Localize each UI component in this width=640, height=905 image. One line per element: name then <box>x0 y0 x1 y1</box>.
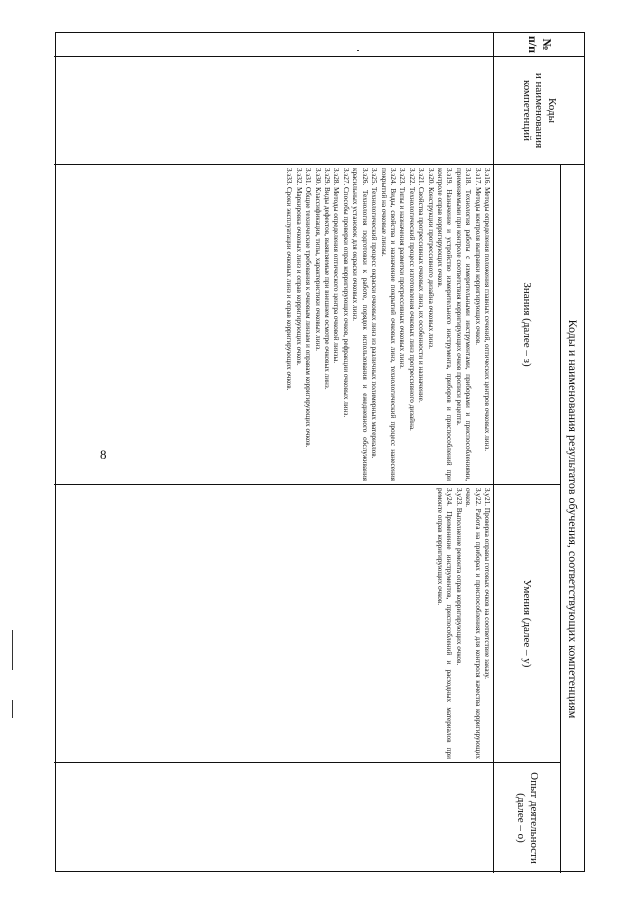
knowledge-item: 3.з28. Методы определения оптического центра очковой линзы. <box>332 168 341 364</box>
knowledge-item: 3.з25. Технологический процесс окраски очковых линз из различных полимерных материалов. <box>370 168 379 459</box>
knowledge-item: 3.з19. Назначение и устройство измерительного инструмента, приборов и приспособлений при контроле оправ корригирующих очков. <box>435 168 454 481</box>
knowledge-item: 3.з33. Сроки эксплуатации очковых линз и оправ корригирующих очков. <box>285 168 294 391</box>
knowledge-item: 3.з26. Технология подготовки к работе, порядок использования и ежедневного обслуживания красильных установок для окраски очковых линз. <box>351 168 369 481</box>
knowledge-item: 3.з32. Маркировка очковых линз и оправ корригирующих очков. <box>294 168 303 366</box>
header-num: № п/п <box>493 33 584 57</box>
header-codes: Коды и наименования компетенций <box>493 57 584 165</box>
page-number: 8 <box>100 447 107 462</box>
knowledge-item: 3.з22. Технологический процесс изготовления очковых линз прогрессивного дизайна. <box>407 168 416 431</box>
scan-mark <box>12 700 13 718</box>
knowledge-item: 3.з24. Виды, свойства и назначение покрытий очковых линз, технологический процесс нанесения покрытий на очковые линзы. <box>379 168 397 481</box>
header-group-title: Коды и наименования результатов обучения, соответствующих компетенциям <box>560 165 584 873</box>
skill-item: 3.у23. Выполнение ремонта оправ корригирующих очков. <box>454 488 463 666</box>
header-knowledge: Знания (далее – з) <box>493 165 560 485</box>
knowledge-item: 3.з27. Способы проверки оправ корригирующих очков, рефракции очковых линз. <box>341 168 350 418</box>
header-experience: Опыт деятельности (далее – о) <box>493 763 560 873</box>
competency-table <box>55 32 585 872</box>
skill-item: 3.у21. Проверка оправы готовых очков на соответствие заказу. <box>483 488 491 679</box>
knowledge-cell <box>54 165 493 485</box>
knowledge-item: 3.з21. Свойства прогрессивных очковых линз, их особенности и назначение. <box>417 168 426 403</box>
row-num-cell <box>54 33 493 57</box>
knowledge-item: 3.з16. Методы определения положения главных сечений, оптических центров очковых линз. <box>483 168 491 452</box>
knowledge-item: 3.з23. Типы и назначения разметки прогрессивных очковых линз. <box>398 168 407 369</box>
rotated-table <box>55 32 585 872</box>
skill-item: 3.у24. Применение инструментов, приспособлений и расходных материалов при ремонте оправ корригирующих очков. <box>435 488 454 759</box>
knowledge-item: 3.з17. Методы контроля выправки корригирующих очков. <box>473 168 482 345</box>
knowledge-item: 3.з20. Конструкции прогрессивного дизайна очковых линз. <box>426 168 435 349</box>
row-codes-cell <box>54 57 493 165</box>
knowledge-item: 3.з30. Классификация, типы, характеристики очковых линз. <box>313 168 322 351</box>
scan-mark <box>357 50 359 51</box>
knowledge-item: 3.з29. Виды дефектов, выявляемые при внешнем осмотре очковых линз. <box>323 168 332 390</box>
knowledge-item: 3.з18. Технология работы с измерительными инструментами, приборами и приспособлениями, применяемыми при контроле соответствия корригирующих очков прописи рецепта. <box>454 168 473 481</box>
scan-mark <box>12 630 13 670</box>
skills-cell <box>54 485 493 763</box>
header-skills: Умения (далее – у) <box>493 485 560 763</box>
experience-cell <box>54 763 493 873</box>
skill-item: 3.у22. Работа на приборах и приспособлениях для контроля качества корригирующих очков. <box>464 488 482 759</box>
knowledge-item: 3.з31. Общие технические требования к очковым линзам и оправам корригирующих очков. <box>304 168 313 448</box>
